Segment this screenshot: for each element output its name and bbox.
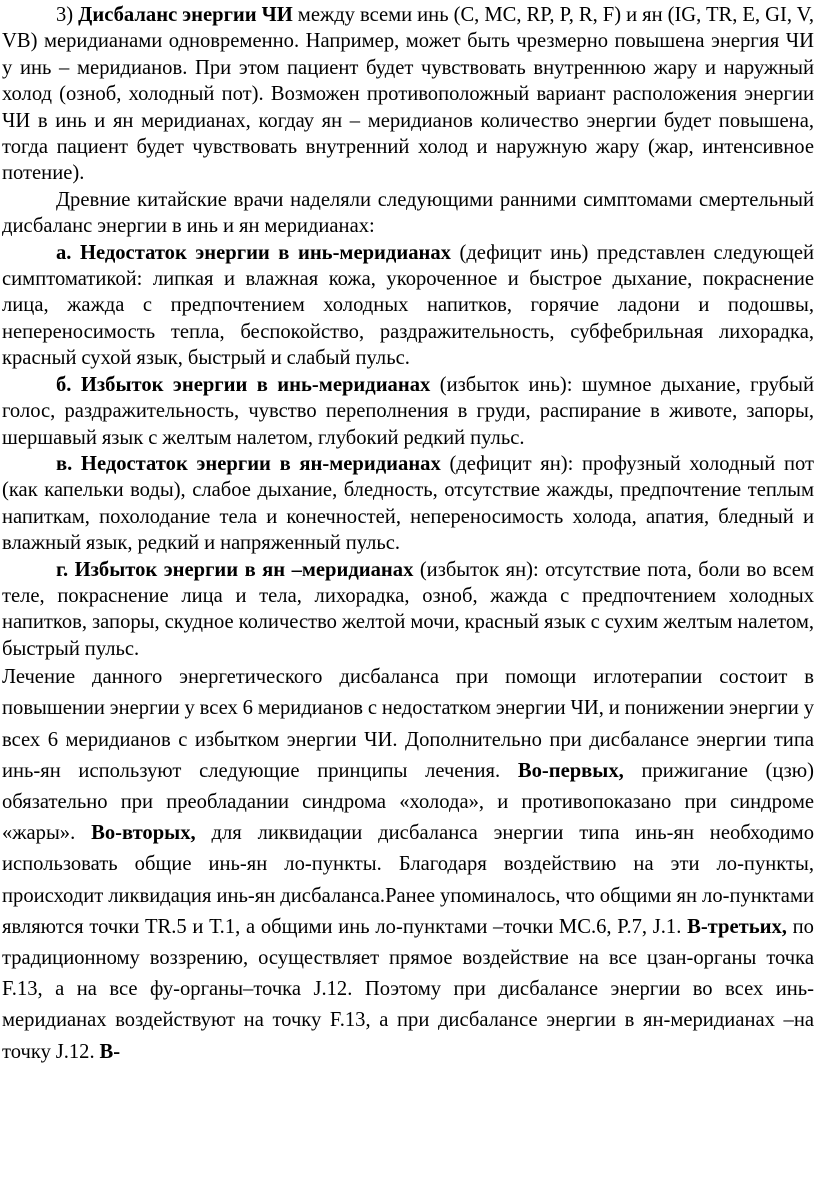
treatment-third-heading: В-третьих, [687,915,787,938]
paragraph-heading: б. Избыток энергии в инь-меридианах [56,373,431,396]
paragraph-heading: Дисбаланс энергии ЧИ [78,4,293,26]
paragraph-heading: г. Избыток энергии в ян –меридианах [56,558,414,581]
paragraph-treatment [2,662,814,1068]
paragraph-text: (избыток инь): шумное дыхание, грубый голос, раздражительность, чувство переполнения в груди, распирание в животе, запоры, шершавый язык с желтым налетом, глубокий редкий пульс. [2,373,815,449]
paragraph-heading: а. Недостаток энергии в инь-меридианах [56,241,451,264]
paragraph-text: (дефицит ян): профузный холодный пот (как капельки воды), слабое дыхание, бледность, отсутствие жажды, предпочтение теплым напиткам, похолодание тела и конечностей, непереносимость холода, апатия, бледный и влажный язык, редкий и напряженный пульс. [2,452,814,555]
paragraph-heading: в. Недостаток энергии в ян-меридианах [56,452,441,475]
treatment-second-heading: Во-вторых, [91,822,196,845]
treatment-text: Лечение данного энергетического дисбаланса при помощи иглотерапии состоит в повышении энергии у всех 6 меридианов с недостатком энергии ЧИ, и понижении энергии у всех 6 меридианов с избытком энергии ЧИ. Дополнительно при дисбалансе энергии типа инь-ян используют следующие принципы лечения. [2,666,814,782]
paragraph-text: (избыток ян): отсутствие пота, боли во всем теле, покраснение лица и тела, лихорадка, озноб, жажда с предпочтением холодных напитков, запоры, скудное количество желтой мочи, красный язык с сухим желтым налетом, быстрый пульс. [2,558,814,660]
paragraph-text: (дефицит инь) представлен следующей симптоматикой: липкая и влажная кожа, укороченное и быстрое дыхание, покраснение лица, жажда с предпочтением холодных напитков, горячие ладони и подошвы, непереносимость тепла, беспокойство, раздражительность, субфебрильная лихорадка, красный сухой язык, быстрый и слабый пульс. [2,241,814,370]
treatment-text: прижигание (цзю) обязательно при преобладании синдрома «холода», и противопоказано при синдроме «жары». [2,759,814,845]
paragraph-yang-excess [2,557,814,663]
paragraph-lead: 3) [56,4,79,26]
paragraph-ancient-doctors [2,187,814,240]
paragraph-text: между всеми инь (C, MC, RP, P, R, F) и ян (IG, TR, E, GI, V, VB) меридианами одновременно. Например, может быть чрезмерно повышена энергия ЧИ у инь – меридианов. При этом пациент будет чувствовать внутреннюю жару и наружный холод (озноб, холодный пот). Возможен противоположный вариант расположения энергии ЧИ в инь и ян меридианах, когдау ян – меридианов количество энергии будет повышена, тогда пациент будет чувствовать внутренний холод и наружную жару (жар, интенсивное потение). [2,4,815,185]
paragraph-yang-deficiency [2,451,814,557]
treatment-text: для ликвидации дисбаланса энергии типа инь-ян необходимо использовать общие инь-ян ло-пункты. Благодаря воздействию на эти ло-пункты, происходит ликвидация инь-ян дисбаланса.Ранее упоминалось, что общими ян ло-пунктами являются точки TR.5 и Т.1, а общими инь ло-пунктами –точки MC.6, P.7, J.1. [2,822,815,938]
treatment-fourth-heading: В- [99,1040,121,1063]
paragraph-yin-excess [2,372,814,451]
paragraph-energy-imbalance [2,2,814,187]
treatment-section [2,662,814,1068]
treatment-text: по традиционному воззрению, осуществляет прямое воздействие на все цзан-органы точка F.13, а на все фу-органы–точка J.12. Поэтому при дисбалансе энергии во всех инь-меридианах воздействуют на точку F.13, а при дисбалансе энергии в ян-меридианах –на точку J.12. [2,915,814,1063]
paragraph-text: Древние китайские врачи наделяли следующими ранними симптомами смертельный дисбаланс энергии в инь и ян меридианах: [2,188,814,238]
symptoms-section [2,0,814,662]
paragraph-yin-deficiency [2,240,814,372]
treatment-first-heading: Во-первых, [517,759,624,782]
